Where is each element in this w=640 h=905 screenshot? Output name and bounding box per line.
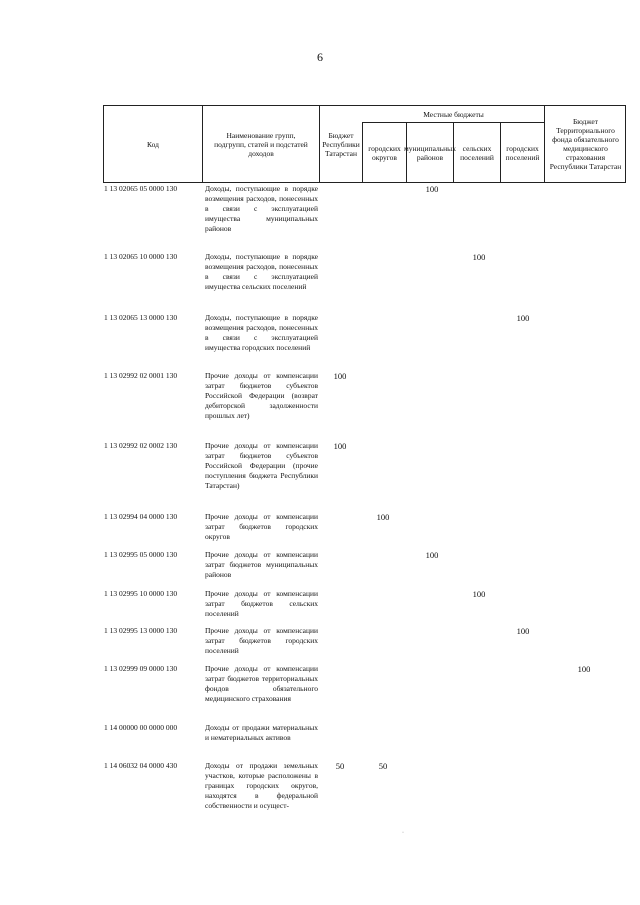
row-name: Прочие доходы от компенсации затрат бюджетов субъектов Российской Федерации (возврат дебиторской задолженности прошлых лет) <box>205 371 318 420</box>
row-code: 1 13 02992 02 0001 130 <box>104 371 178 380</box>
table-header <box>103 105 626 183</box>
scan-mark: · <box>402 830 404 836</box>
value-rt-budget: 100 <box>333 441 347 451</box>
row-name: Прочие доходы от компенсации затрат бюджетов городских округов <box>205 512 318 541</box>
value-city-settlements: 100 <box>516 626 530 636</box>
row-code: 1 13 02999 09 0000 130 <box>104 664 178 673</box>
row-name: Прочие доходы от компенсации затрат бюджетов сельских поселений <box>205 589 318 618</box>
value-city-settlements: 100 <box>516 313 530 323</box>
row-name: Прочие доходы от компенсации затрат бюджетов территориальных фондов обязательного медицинского страхования <box>205 664 318 703</box>
row-code: 1 13 02994 04 0000 130 <box>104 512 178 521</box>
header-city-settlements: городских поселений <box>505 143 540 162</box>
value-rural-settlements: 100 <box>472 252 486 262</box>
row-name: Прочие доходы от компенсации затрат бюджетов субъектов Российской Федерации (прочие поступления бюджета Республики Татарстан) <box>205 441 318 490</box>
header-city-districts: городских округов <box>368 143 401 162</box>
row-code: 1 13 02065 13 0000 130 <box>104 313 178 322</box>
row-code: 1 13 02995 10 0000 130 <box>104 589 178 598</box>
header-tfoms: Бюджет Территориального фонда обязательного медицинского страхования Республики Татарстан <box>549 117 622 171</box>
row-code: 1 13 02065 10 0000 130 <box>104 252 178 261</box>
row-name: Прочие доходы от компенсации затрат бюджетов городских поселений <box>205 626 318 655</box>
row-code: 1 14 06032 04 0000 430 <box>104 761 178 770</box>
row-name: Доходы, поступающие в порядке возмещения расходов, понесенных в связи с эксплуатацией имущества городских поселений <box>205 313 318 352</box>
value-rt-budget: 100 <box>333 371 347 381</box>
row-name: Доходы от продажи земельных участков, которые расположены в границах городских округов, находятся в федеральной собственности и осущест- <box>205 761 318 810</box>
row-code: 1 14 00000 00 0000 000 <box>104 723 178 732</box>
row-name: Доходы, поступающие в порядке возмещения расходов, понесенных в связи с эксплуатацией имущества муниципальных районов <box>205 184 318 233</box>
header-rt-budget: Бюджет Республики Татарстан <box>322 130 360 158</box>
header-name: Наименование групп, подгрупп, статей и подстатей доходов <box>214 130 308 158</box>
header-local-budgets: Местные бюджеты <box>423 109 484 119</box>
row-code: 1 13 02995 05 0000 130 <box>104 550 178 559</box>
header-rural-settlements: сельских поселений <box>460 143 494 162</box>
value-city-districts: 50 <box>378 761 388 771</box>
header-code: Код <box>147 139 159 149</box>
row-name: Прочие доходы от компенсации затрат бюджетов муниципальных районов <box>205 550 318 579</box>
row-code: 1 13 02995 13 0000 130 <box>104 626 178 635</box>
value-rt-budget: 50 <box>335 761 345 771</box>
value-municipal-districts: 100 <box>425 550 439 560</box>
row-name: Доходы от продажи материальных и нематериальных активов <box>205 723 318 742</box>
row-code: 1 13 02992 02 0002 130 <box>104 441 178 450</box>
row-code: 1 13 02065 05 0000 130 <box>104 184 178 193</box>
value-rural-settlements: 100 <box>472 589 486 599</box>
header-municipal-districts: муниципальных районов <box>404 143 456 162</box>
value-tfoms: 100 <box>577 664 591 674</box>
value-city-districts: 100 <box>376 512 390 522</box>
page-number: 6 <box>317 50 323 64</box>
value-municipal-districts: 100 <box>425 184 439 194</box>
row-name: Доходы, поступающие в порядке возмещения расходов, понесенных в связи с эксплуатацией имущества сельских поселений <box>205 252 318 291</box>
